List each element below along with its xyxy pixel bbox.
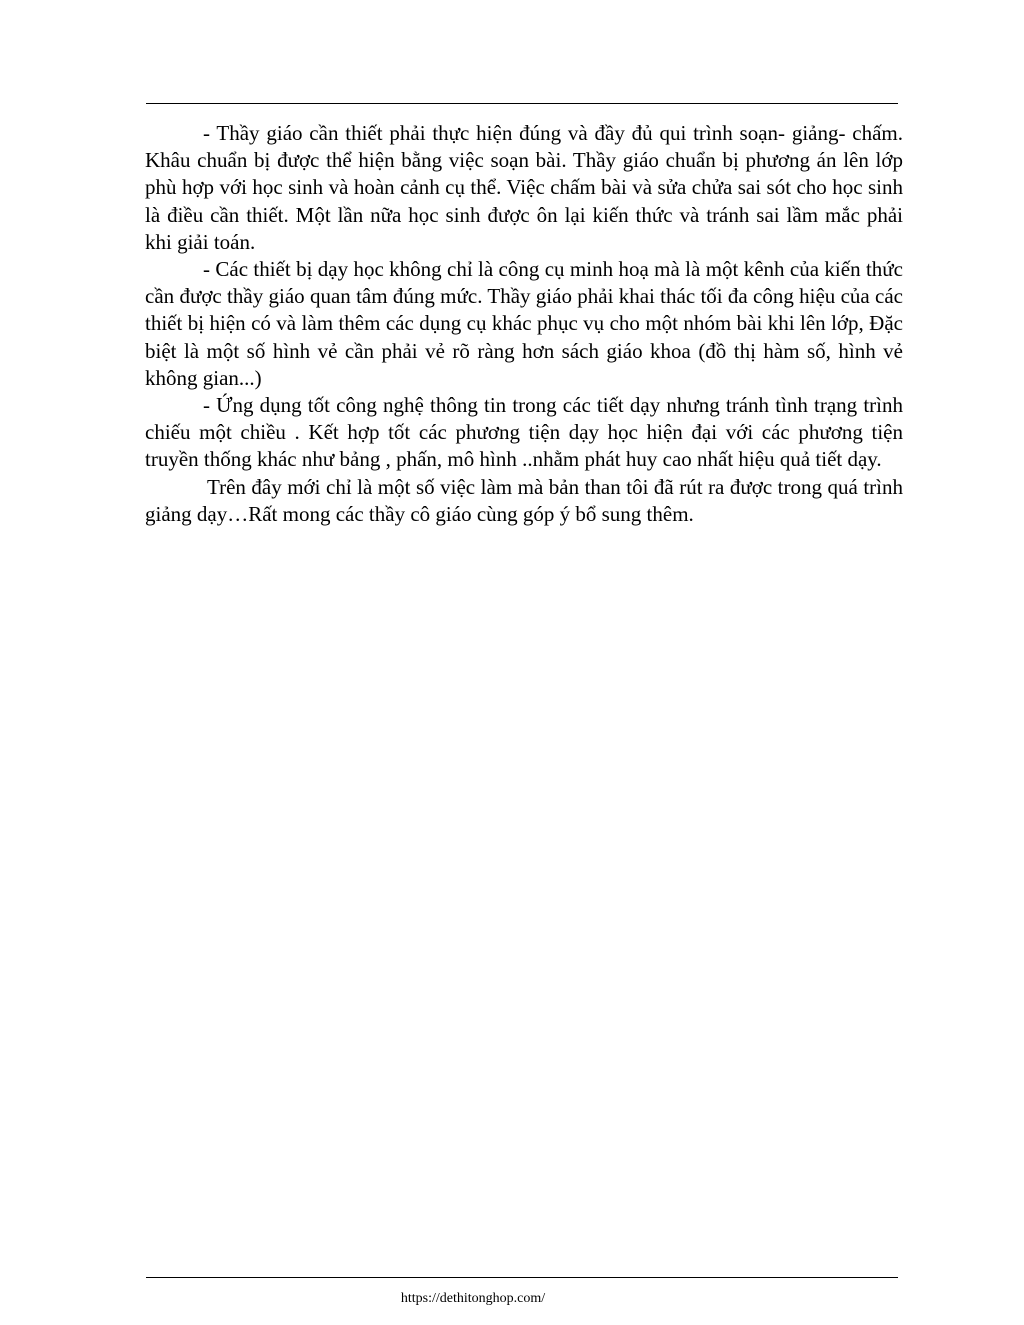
footer-url[interactable]: https://dethitonghop.com/ <box>400 1291 546 1306</box>
footer-rule <box>146 1277 898 1278</box>
paragraph-closing: Trên đây mới chỉ là một số việc làm mà bản than tôi đã rút ra được trong quá trình giảng dạy…Rất mong các thầy cô giáo cùng góp ý bổ sung thêm. <box>145 474 903 526</box>
document-body <box>145 120 903 528</box>
paragraph-information-technology: - Ứng dụng tốt công nghệ thông tin trong các tiết dạy nhưng tránh tình trạng trình chiếu một chiều . Kết hợp tốt các phương tiện dạy học hiện đại với các phương tiện truyền thống khác như bảng , phấn, mô hình ..nhằm phát huy cao nhất hiệu quả tiết dạy. <box>145 393 903 472</box>
paragraph-teacher-procedure: - Thầy giáo cần thiết phải thực hiện đúng và đầy đủ qui trình soạn- giảng- chấm. Khâu chuẩn bị được thể hiện bằng việc soạn bài. Thầy giáo chuẩn bị phương án lên lớp phù hợp với học sinh và hoàn cảnh cụ thể. Việc chấm bài và sửa chửa sai sót cho học sinh là điều cần thiết. Một lần nữa học sinh được ôn lại kiến thức và tránh sai lầm mắc phải khi giải toán. <box>145 121 903 254</box>
header-rule <box>146 103 898 104</box>
paragraph-teaching-equipment: - Các thiết bị dạy học không chỉ là công cụ minh hoạ mà là một kênh của kiến thức cần được thầy giáo quan tâm đúng mức. Thầy giáo phải khai thác tối đa công hiệu của các thiết bị hiện có và làm thêm các dụng cụ khác phục vụ cho một nhóm bài khi lên lớp, Đặc biệt là một số hình vẻ cần phải vẻ rõ ràng hơn sách giáo khoa (đồ thị hàm số, hình vẻ không gian...) <box>145 257 903 390</box>
